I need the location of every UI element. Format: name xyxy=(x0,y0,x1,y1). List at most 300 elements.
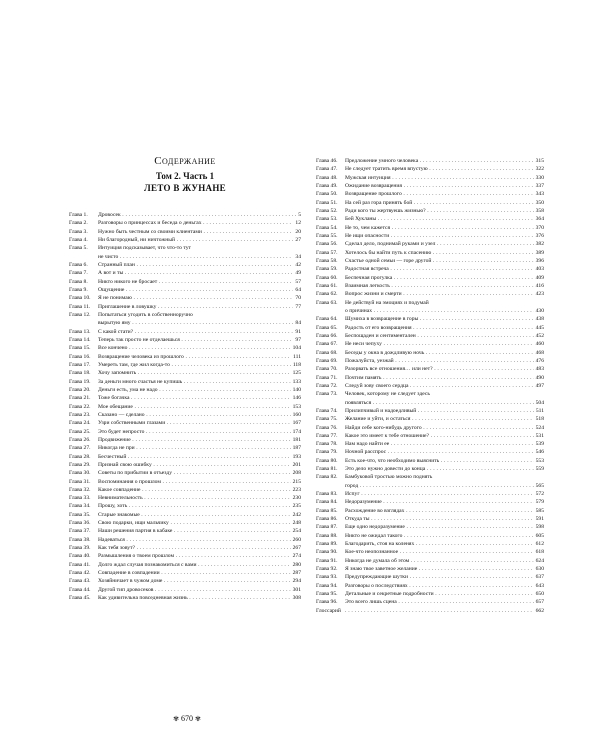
toc-entry xyxy=(316,157,544,165)
chapter-label: Глава 4. xyxy=(69,236,88,243)
toc-entry xyxy=(316,598,544,606)
chapter-title: Хочу запомнить . . . xyxy=(98,369,301,377)
chapter-page-number: 504 xyxy=(535,399,544,406)
toc-entry xyxy=(69,211,301,219)
chapter-label: Глава 76. xyxy=(316,424,338,431)
toc-entry xyxy=(316,340,544,348)
chapter-title: Возвращение человека из прошлого . . . xyxy=(98,353,301,361)
toc-entry xyxy=(316,424,544,432)
toc-entry xyxy=(316,290,544,298)
chapter-title: Невнимательность . . . xyxy=(98,494,301,502)
toc-entry xyxy=(69,311,301,319)
chapter-title: Свою подарки, ищи мальчику . . . xyxy=(98,519,301,527)
chapter-label: Глава 34. xyxy=(69,503,91,510)
page-folio xyxy=(162,714,212,723)
toc-entry xyxy=(316,440,544,448)
chapter-title: Не неси чепуху . . . xyxy=(345,340,544,348)
chapter-label: Глава 77. xyxy=(316,432,338,439)
toc-entry xyxy=(69,469,301,477)
chapter-label: Глава 59. xyxy=(316,266,338,273)
chapter-page-number: 274 xyxy=(292,553,301,560)
chapter-page-number: 483 xyxy=(535,366,544,373)
chapter-label: Глава 7. xyxy=(69,270,88,277)
chapter-title: Еще одно недоразумение . . . xyxy=(345,523,544,531)
chapter-label: Глава 61. xyxy=(316,282,338,289)
chapter-page-number: 140 xyxy=(292,386,301,393)
chapter-title: Другой тип дровосеков . . . xyxy=(98,586,301,594)
chapter-page-number: 287 xyxy=(292,570,301,577)
toc-entry xyxy=(316,282,544,290)
chapter-label: Глава 72. xyxy=(316,382,338,389)
chapter-label: Глава 40. xyxy=(69,553,91,560)
toc-entry xyxy=(69,552,301,560)
chapter-page-number: 572 xyxy=(535,491,544,498)
chapter-label: Глава 30. xyxy=(69,470,91,477)
chapter-title: Какое это имеет к тебе отношение? . . . xyxy=(345,432,544,440)
chapter-page-number: 84 xyxy=(295,320,301,327)
chapter-label: Глава 45. xyxy=(69,595,91,602)
chapter-title: Какое совпадение . . . xyxy=(98,486,301,494)
chapter-page-number: 91 xyxy=(295,328,301,335)
chapter-page-number: 476 xyxy=(535,357,544,364)
chapter-page-number: 133 xyxy=(292,378,301,385)
chapter-page-number: 111 xyxy=(293,353,301,360)
toc-entry xyxy=(316,573,544,581)
chapter-title: появляться . . . xyxy=(345,399,544,407)
chapter-title: Шумиха в возвращение в горы . . . xyxy=(345,315,544,323)
chapter-label: Глава 17. xyxy=(69,361,91,368)
toc-entry xyxy=(69,253,301,261)
chapter-label: Глава 23. xyxy=(69,411,91,418)
chapter-page-number: 181 xyxy=(292,436,301,443)
chapter-title: Радостная встреча . . . xyxy=(345,265,544,273)
toc-entry xyxy=(69,394,301,402)
chapter-page-number: 330 xyxy=(535,174,544,181)
chapter-page-number: 187 xyxy=(292,445,301,452)
chapter-label: Глава 65. xyxy=(316,324,338,331)
chapter-label: Глава 73. xyxy=(316,391,338,398)
chapter-title: Возвращение прошлого . . . xyxy=(345,190,544,198)
chapter-label: Глава 70. xyxy=(316,366,338,373)
toc-entry xyxy=(69,428,301,436)
chapter-label: Глава 93. xyxy=(316,574,338,581)
chapter-page-number: 438 xyxy=(535,316,544,323)
toc-entry xyxy=(316,432,544,440)
chapter-title: Нужно быть честным со своими клиентами . . . xyxy=(98,228,301,236)
chapter-page-number: 167 xyxy=(292,420,301,427)
toc-entry xyxy=(69,278,301,286)
chapter-title: Сделал дело, поднимай руками и узел . . . xyxy=(345,240,544,248)
chapter-page-number: 301 xyxy=(292,586,301,593)
chapter-label: Глава 90. xyxy=(316,549,338,556)
toc-entry xyxy=(316,332,544,340)
chapter-title: Это будет непросто . . . xyxy=(98,428,301,436)
chapter-title: Бей Хукланы . . . xyxy=(345,215,544,223)
chapter-page-number: 315 xyxy=(535,158,544,164)
chapter-label: Глава 94. xyxy=(316,582,338,589)
chapter-label: Глава 49. xyxy=(316,182,338,189)
chapter-label: Глава 85. xyxy=(316,507,338,514)
chapter-label: Глава 69. xyxy=(316,357,338,364)
chapter-page-number: 643 xyxy=(535,582,544,589)
chapter-title: Размышления о твоем прошлом . . . xyxy=(98,552,301,560)
chapter-label: Глава 12. xyxy=(69,311,91,318)
toc-entry xyxy=(69,594,301,602)
chapter-page-number: 201 xyxy=(292,461,301,468)
toc-entry xyxy=(69,411,301,419)
toc-entry xyxy=(69,378,301,386)
chapter-title: Продвижение . . . xyxy=(98,436,301,444)
chapter-page-number: 343 xyxy=(535,191,544,198)
chapter-label: Глава 28. xyxy=(69,453,91,460)
chapter-label: Глава 5. xyxy=(69,245,88,252)
toc-entry xyxy=(69,436,301,444)
toc-entry xyxy=(316,473,544,481)
toc-entry xyxy=(316,224,544,232)
chapter-page-number: 637 xyxy=(535,574,544,581)
toc-entry xyxy=(69,294,301,302)
chapter-label: Глава 31. xyxy=(69,478,91,485)
toc-entry xyxy=(69,228,301,236)
chapter-title: Надеваться . . . xyxy=(98,536,301,544)
chapter-label: Глава 36. xyxy=(69,520,91,527)
chapter-page-number: 125 xyxy=(292,370,301,377)
chapter-title: Воспоминания о прошлом . . . xyxy=(98,478,301,486)
toc-entry xyxy=(69,586,301,594)
chapter-title: Никто не ожидал такого . . . xyxy=(345,532,544,540)
chapter-title: Старые знакомые . . . xyxy=(98,511,301,519)
chapter-page-number: 118 xyxy=(292,361,301,368)
toc-entry xyxy=(316,515,544,523)
chapter-title: Следуй зову своего сердца . . . xyxy=(345,382,544,390)
chapter-label: Глава 24. xyxy=(69,420,91,427)
chapter-title: Это всего лишь сцена . . . xyxy=(345,598,544,606)
chapter-title: Человек, которому не следует здесь xyxy=(345,391,430,398)
toc-entry xyxy=(316,199,544,207)
chapter-title: Ожидание возвращения . . . xyxy=(345,182,544,190)
chapter-label: Глава 15. xyxy=(69,345,91,352)
toc-entry xyxy=(316,498,544,506)
chapter-title: город . . . xyxy=(345,482,544,490)
toc-entry xyxy=(316,482,544,490)
toc-entry xyxy=(316,165,544,173)
toc-entry xyxy=(69,577,301,585)
toc-entry xyxy=(316,565,544,573)
toc-entry xyxy=(69,478,301,486)
chapter-label: Глава 32. xyxy=(69,486,91,493)
chapter-title: о причинах . . . xyxy=(345,307,544,315)
contents-title: Содержание xyxy=(154,155,216,167)
toc-entry xyxy=(69,244,301,252)
chapter-page-number: 423 xyxy=(535,291,544,298)
chapter-title: Узри собственными глазами . . . xyxy=(98,419,301,427)
toc-entry xyxy=(316,557,544,565)
chapter-title: Кое-что неопознанное . . . xyxy=(345,548,544,556)
chapter-label: Глава 56. xyxy=(316,241,338,248)
chapter-label: Глава 91. xyxy=(316,557,338,564)
part-subtitle: ЛЕТО В ЖУНАНЕ xyxy=(144,183,226,193)
toc-entry xyxy=(316,540,544,548)
chapter-title: Разорвать все отношения… или нет? . . . xyxy=(345,365,544,373)
chapter-page-number: 337 xyxy=(535,182,544,189)
chapter-label: Глава 86. xyxy=(316,516,338,523)
chapter-page-number: 280 xyxy=(292,561,301,568)
chapter-label: Глава 11. xyxy=(69,303,91,310)
chapter-title: Детальные и секретные подробности . . . xyxy=(345,590,544,598)
toc-entry xyxy=(69,569,301,577)
toc-entry xyxy=(316,365,544,373)
toc-entry xyxy=(316,382,544,390)
chapter-title: Недоразумение . . . xyxy=(345,498,544,506)
toc-entry xyxy=(316,182,544,190)
toc-entry xyxy=(316,299,544,307)
chapter-title: На сей раз гора принять бой . . . xyxy=(345,199,544,207)
chapter-label: Глава 47. xyxy=(316,166,338,173)
toc-entry xyxy=(316,415,544,423)
chapter-title: Это дело нужно довести до конца . . . xyxy=(345,465,544,473)
toc-entry xyxy=(316,274,544,282)
chapter-title: Бесчестный . . . xyxy=(98,453,301,461)
chapter-label: Глава 92. xyxy=(316,566,338,573)
chapter-title: Счастье одной семьи — горе другой . . . xyxy=(345,257,544,265)
toc-entry xyxy=(69,319,301,327)
chapter-title: Есть кое-что, что необходимо выяснить . . . xyxy=(345,457,544,465)
toc-entry xyxy=(316,374,544,382)
chapter-page-number: 242 xyxy=(292,511,301,518)
chapter-page-number: 153 xyxy=(292,403,301,410)
chapter-label: Глава 78. xyxy=(316,441,338,448)
chapter-title: Тоже богачка . . . xyxy=(98,394,301,402)
toc-entry xyxy=(69,219,301,227)
chapter-label: Глава 88. xyxy=(316,532,338,539)
toc-entry xyxy=(316,257,544,265)
chapter-page-number: 539 xyxy=(535,441,544,448)
chapter-page-number: 559 xyxy=(535,466,544,473)
chapter-page-number: 294 xyxy=(292,578,301,585)
toc-entry xyxy=(69,494,301,502)
toc-entry xyxy=(69,369,301,377)
chapter-label: Глава 75. xyxy=(316,416,338,423)
chapter-label: Глава 38. xyxy=(69,536,91,543)
chapter-label: Глава 57. xyxy=(316,249,338,256)
toc-entry xyxy=(316,207,544,215)
chapter-title: Не ищи опасности . . . xyxy=(345,232,544,240)
chapter-label: Глава 9. xyxy=(69,286,88,293)
chapter-label: Глава 46. xyxy=(316,158,338,164)
chapter-label: Глава 10. xyxy=(69,295,91,302)
chapter-label: Глава 48. xyxy=(316,174,338,181)
chapter-title: Совпадение в совпадении . . . xyxy=(98,569,301,577)
chapter-label: Глава 71. xyxy=(316,374,338,381)
chapter-title: Сказано — сделано . . . xyxy=(98,411,301,419)
chapter-label: Глава 2. xyxy=(69,220,88,227)
chapter-page-number: 20 xyxy=(295,228,301,235)
chapter-title: Беспечная прогулка . . . xyxy=(345,274,544,282)
chapter-page-number: 396 xyxy=(535,257,544,264)
chapter-title: Мое обещание . . . xyxy=(98,403,301,411)
toc-entry xyxy=(69,536,301,544)
chapter-page-number: 445 xyxy=(535,324,544,331)
toc-entry xyxy=(69,419,301,427)
chapter-title: Ночной расспрос . . . xyxy=(345,448,544,456)
chapter-page-number: 531 xyxy=(535,432,544,439)
chapter-label: Глава 26. xyxy=(69,436,91,443)
chapter-label: Глава 74. xyxy=(316,407,338,414)
chapter-label: Глава 54. xyxy=(316,224,338,231)
chapter-page-number: 64 xyxy=(295,286,301,293)
chapter-page-number: 350 xyxy=(535,199,544,206)
page-number: 670 xyxy=(181,714,193,723)
toc-entry xyxy=(69,344,301,352)
chapter-label: Глава 89. xyxy=(316,541,338,548)
chapter-title: Благодарить, стоя на коленях . . . xyxy=(345,540,544,548)
toc-entry xyxy=(316,490,544,498)
chapter-page-number: 452 xyxy=(535,332,544,339)
toc-entry xyxy=(316,324,544,332)
chapter-label: Глоссарий xyxy=(316,607,341,614)
chapter-title: Ощущение . . . xyxy=(98,286,301,294)
chapter-label: Глава 37. xyxy=(69,528,91,535)
chapter-label: Глава 79. xyxy=(316,449,338,456)
chapter-label: Глава 53. xyxy=(316,216,338,223)
chapter-page-number: 370 xyxy=(535,224,544,231)
toc-entry xyxy=(316,357,544,365)
toc-entry xyxy=(316,249,544,257)
toc-entry xyxy=(316,507,544,515)
chapter-title: Как удивительна повседневная жизнь . . . xyxy=(98,594,301,602)
chapter-title: Почтим память . . . xyxy=(345,374,544,382)
chapter-label: Глава 27. xyxy=(69,445,91,452)
chapter-label: Глава 22. xyxy=(69,403,91,410)
chapter-title: Не следует тратить время впустую . . . xyxy=(345,165,544,173)
chapter-page-number: 215 xyxy=(292,478,301,485)
chapter-label: Глава 35. xyxy=(69,511,91,518)
chapter-page-number: 223 xyxy=(292,486,301,493)
chapter-title: Никогда не при . . . xyxy=(98,444,301,452)
chapter-page-number: 160 xyxy=(292,411,301,418)
chapter-label: Глава 55. xyxy=(316,232,338,239)
chapter-label: Глава 83. xyxy=(316,491,338,498)
chapter-label: Глава 21. xyxy=(69,395,91,402)
chapter-title: Никогда не думала об этом . . . xyxy=(345,557,544,565)
toc-entry xyxy=(316,307,544,315)
chapter-page-number: 358 xyxy=(535,207,544,214)
chapter-label: Глава 87. xyxy=(316,524,338,531)
toc-entry xyxy=(316,349,544,357)
chapter-label: Глава 58. xyxy=(316,257,338,264)
toc-entry xyxy=(316,548,544,556)
toc-entry xyxy=(316,407,544,415)
chapter-page-number: 591 xyxy=(535,516,544,523)
chapter-title: Я не понимаю . . . xyxy=(98,294,301,302)
toc-entry xyxy=(316,265,544,273)
toc-right-column xyxy=(316,157,544,615)
chapter-label: Глава 20. xyxy=(69,386,91,393)
chapter-title: Беседы у окна в дождливую ночь . . . xyxy=(345,349,544,357)
chapter-label: Глава 80. xyxy=(316,457,338,464)
toc-entry xyxy=(69,511,301,519)
toc-entry xyxy=(69,519,301,527)
chapter-page-number: 70 xyxy=(295,295,301,302)
chapter-page-number: 34 xyxy=(295,253,301,260)
chapter-title: За деньги много счастья не купишь . . . xyxy=(98,378,301,386)
chapter-title: Пожалуйста, уезжай . . . xyxy=(345,357,544,365)
toc-entry xyxy=(69,403,301,411)
chapter-label: Глава 33. xyxy=(69,495,91,502)
chapter-title: Теперь так просто не отделаешься . . . xyxy=(98,336,301,344)
toc-entry xyxy=(69,269,301,277)
toc-entry xyxy=(316,582,544,590)
chapter-page-number: 497 xyxy=(535,382,544,389)
ornament-right-icon: ✾ xyxy=(195,715,201,723)
chapter-label: Глава 62. xyxy=(316,291,338,298)
toc-entry xyxy=(316,399,544,407)
chapter-page-number: 27 xyxy=(295,236,301,243)
chapter-page-number: 524 xyxy=(535,424,544,431)
chapter-title: Умереть там, где жил когда-то . . . xyxy=(98,361,301,369)
toc-entry xyxy=(69,544,301,552)
chapter-page-number: 518 xyxy=(535,416,544,423)
chapter-title: Советы по прибытии в отъезду . . . xyxy=(98,469,301,477)
chapter-label: Глава 41. xyxy=(69,561,91,568)
chapter-page-number: 650 xyxy=(535,591,544,598)
chapter-page-number: 598 xyxy=(535,524,544,531)
toc-entry xyxy=(69,236,301,244)
chapter-title: вырытую яму . . . xyxy=(98,319,301,327)
chapter-page-number: 57 xyxy=(295,278,301,285)
toc-entry xyxy=(316,590,544,598)
chapter-title: Разговоры о последствиях . . . xyxy=(345,582,544,590)
chapter-label: Глава 52. xyxy=(316,207,338,214)
chapter-page-number: 248 xyxy=(292,520,301,527)
toc-entry xyxy=(69,303,301,311)
toc-entry xyxy=(316,315,544,323)
chapter-title: Дровосек . . . xyxy=(98,211,301,219)
chapter-page-number: 618 xyxy=(535,549,544,556)
chapter-label: Глава 63. xyxy=(316,299,338,306)
chapter-title: Как тебя зовут? . . . xyxy=(98,544,301,552)
toc-entry xyxy=(69,336,301,344)
chapter-label: Глава 81. xyxy=(316,466,338,473)
chapter-page-number: 42 xyxy=(295,261,301,268)
chapter-title: Прошу, хоть . . . xyxy=(98,502,301,510)
chapter-page-number: 193 xyxy=(292,453,301,460)
chapter-page-number: 376 xyxy=(535,232,544,239)
chapter-label: Глава 6. xyxy=(69,261,88,268)
chapter-label: Глава 50. xyxy=(316,191,338,198)
chapter-label: Глава 68. xyxy=(316,349,338,356)
chapter-title: Расхождение во взглядах . . . xyxy=(345,507,544,515)
chapter-page-number: 553 xyxy=(535,457,544,464)
chapter-title: Бамбуковой тростью можно поднять xyxy=(345,474,433,481)
chapter-label: Глава 96. xyxy=(316,599,338,606)
toc-entry xyxy=(316,523,544,531)
toc-entry xyxy=(69,527,301,535)
chapter-title: Хотелось бы найти путь к спасению . . . xyxy=(345,249,544,257)
toc-entry xyxy=(316,390,544,398)
chapter-label: Глава 25. xyxy=(69,428,91,435)
chapter-label: Глава 82. xyxy=(316,474,338,481)
chapter-page-number: 5 xyxy=(298,212,301,218)
chapter-page-number: 254 xyxy=(292,528,301,535)
toc-entry xyxy=(69,444,301,452)
toc-entry xyxy=(316,465,544,473)
toc-entry xyxy=(69,486,301,494)
toc-entry xyxy=(69,502,301,510)
chapter-page-number: 546 xyxy=(535,449,544,456)
toc-entry xyxy=(316,532,544,540)
chapter-label: Глава 67. xyxy=(316,341,338,348)
